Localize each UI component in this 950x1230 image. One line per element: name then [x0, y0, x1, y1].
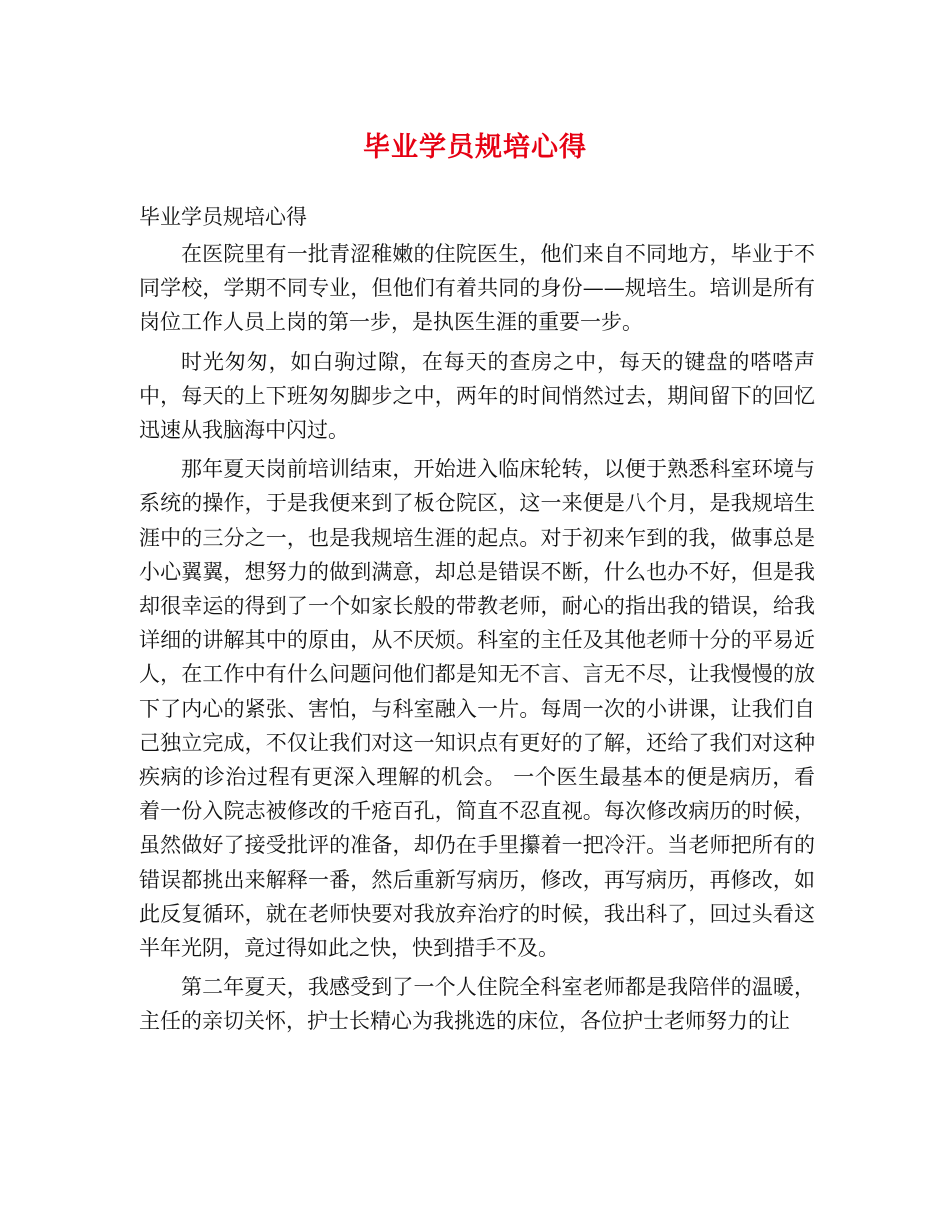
document-title: 毕业学员规培心得 — [363, 132, 587, 163]
paragraph: 那年夏天岗前培训结束，开始进入临床轮转，以便于熟悉科室环境与系统的操作，于是我便来到了板仓院区，这一来便是八个月，是我规培生涯中的三分之一，也是我规培生涯的起点。对于初来乍到的我，做事总是小心翼翼，想努力的做到满意，却总是错误不断，什么也办不好，但是我却很幸运的得到了一个如家长般的带教老师，耐心的指出我的错误，给我详细的讲解其中的原由，从不厌烦。科室的主任及其他老师十分的平易近人，在工作中有什么问题问他们都是知无不言、言无不尽，让我慢慢的放下了内心的紧张、害怕，与科室融入一片。每周一次的小讲课，让我们自己独立完成，不仅让我们对这一知识点有更好的了解，还给了我们对这种疾病的诊治过程有更深入理解的机会。 一个医生最基本的便是病历，看着一份入院志被修改的千疮百孔，简直不忍直视。每次修改病历的时候，虽然做好了接受批评的准备，却仍在手里攥着一把冷汗。当老师把所有的错误都挑出来解释一番，然后重新写病历，修改，再写病历，再修改，如此反复循环，就在老师快要对我放弃治疗的时候，我出科了，回过头看这半年光阴，竟过得如此之快，快到措手不及。 — [139, 457, 815, 961]
paragraph: 在医院里有一批青涩稚嫩的住院医生，他们来自不同地方，毕业于不同学校，学期不同专业，但他们有着共同的身份——规培生。培训是所有岗位工作人员上岗的第一步，是执医生涯的重要一步。 — [139, 242, 815, 335]
paragraph: 时光匆匆，如白驹过隙，在每天的查房之中，每天的键盘的嗒嗒声中，每天的上下班匆匆脚步之中，两年的时间悄然过去，期间留下的回忆迅速从我脑海中闪过。 — [139, 349, 815, 443]
document-body — [139, 200, 815, 1044]
document-subtitle: 毕业学员规培心得 — [139, 205, 307, 229]
paragraph: 第二年夏天，我感受到了一个人住院全科室老师都是我陪伴的温暖，主任的亲切关怀，护士长精心为我挑选的床位，各位护士老师努力的让 — [139, 975, 815, 1034]
